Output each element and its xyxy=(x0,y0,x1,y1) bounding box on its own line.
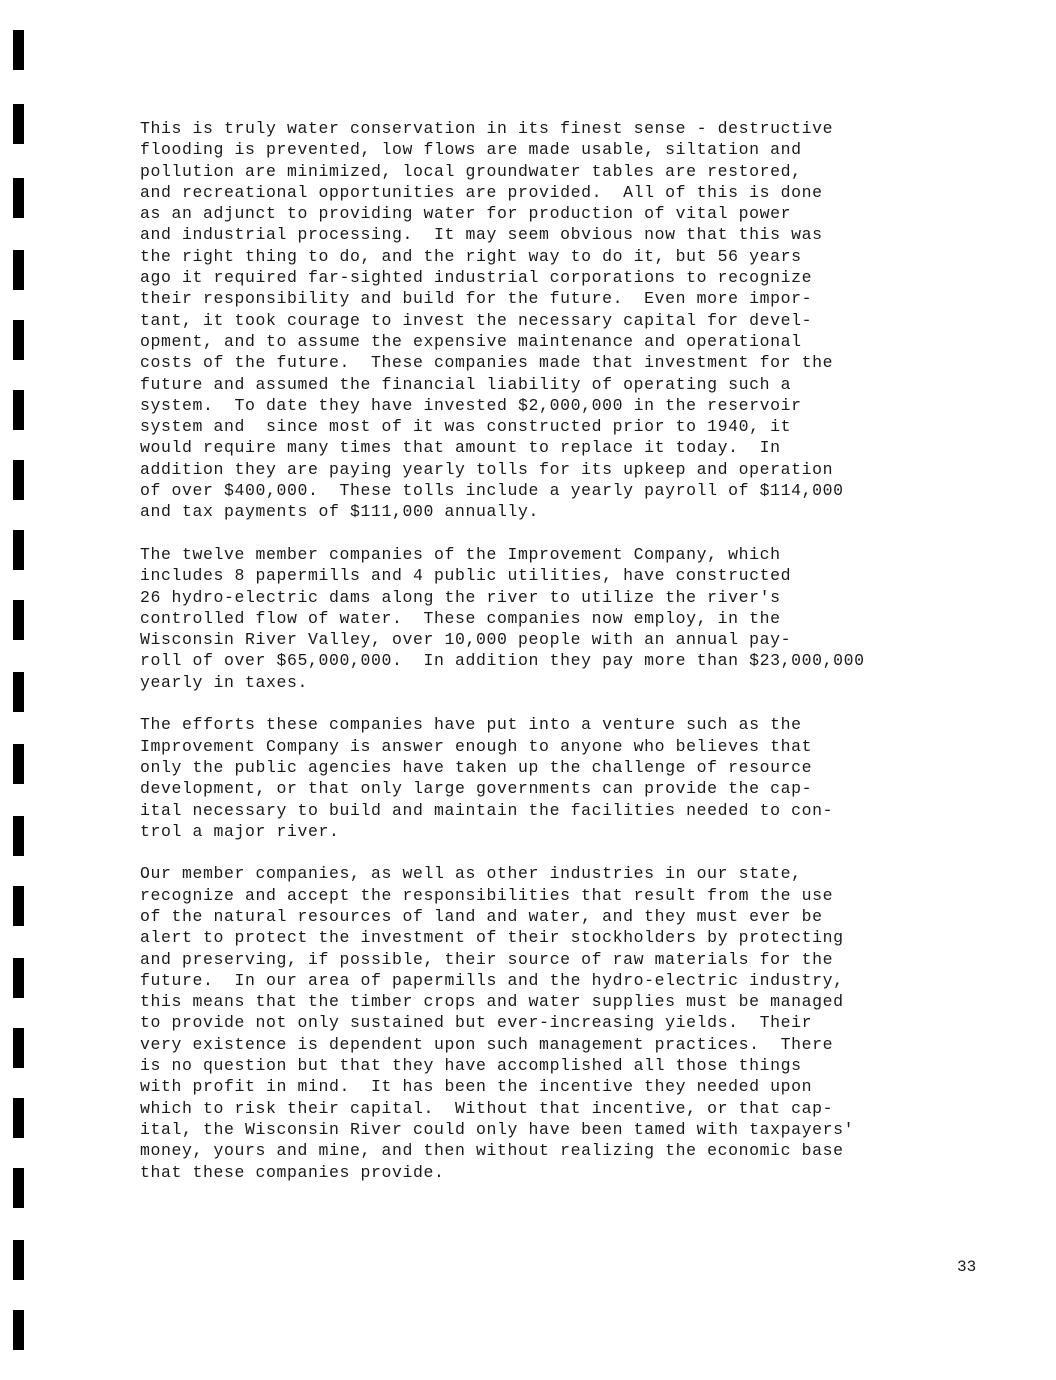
binding-hole xyxy=(13,320,24,360)
binding-hole xyxy=(13,816,24,856)
binding-hole xyxy=(13,1028,24,1068)
binding-hole xyxy=(13,30,24,70)
binding-hole xyxy=(13,672,24,712)
binding-hole xyxy=(13,1310,24,1350)
binding-hole xyxy=(13,600,24,640)
binding-hole xyxy=(13,744,24,784)
binding-hole xyxy=(13,390,24,430)
binding-hole xyxy=(13,104,24,144)
paragraph-company-efforts: The efforts these companies have put into a venture such as the Improvement Company is answer enough to anyone who believes that only the public agencies have taken up the challenge of resource development, or that only large governments can provide the cap- ital necessary to build and maintain the facilities needed to con- trol a major river. xyxy=(140,715,834,841)
paragraph-member-companies: The twelve member companies of the Improvement Company, which includes 8 papermills and 4 public utilities, have constructed 26 hydro-electric dams along the river to utilize the river's controlled flow of water. These companies now employ, in the Wisconsin River Valley, over 10,000 people with an annual pay- roll of over $65,000,000. In addition they pay more than $23,000,000 yearly in taxes. xyxy=(140,544,865,692)
binding-hole xyxy=(13,530,24,570)
comb-binding-holes xyxy=(0,0,40,1380)
binding-hole xyxy=(13,460,24,500)
binding-hole xyxy=(13,1098,24,1138)
paragraph-responsibilities: Our member companies, as well as other industries in our state, recognize and accept the responsibilities that result from the use of the natural resources of land and water, and they must ever be alert to protect the investment of their stockholders by protecting and preserving, if possible, their source of raw materials for the future. In our area of papermills and the hydro-electric industry, this means that the timber crops and water supplies must be managed to provide not only sustained but ever-increasing yields. Their very existence is dependent upon such management practices. There is no question but that they have accomplished all those things with profit in mind. It has been the incentive they needed upon which to risk their capital. Without that incentive, or that cap- ital, the Wisconsin River could only have been tamed with taxpayers' money, yours and mine, and then without realizing the economic base that these companies provide. xyxy=(140,864,855,1182)
page-body xyxy=(140,118,1000,1204)
binding-hole xyxy=(13,886,24,926)
binding-hole xyxy=(13,958,24,998)
binding-hole xyxy=(13,178,24,218)
paragraph-water-conservation: This is truly water conservation in its finest sense - destructive flooding is prevented, low flows are made usable, siltation and pollution are minimized, local groundwater tables are restored, and recreational opportunities are provided. All of this is done as an adjunct to providing water for production of vital power and industrial processing. It may seem obvious now that this was the right thing to do, and the right way to do it, but 56 years ago it required far-sighted industrial corporations to recognize their responsibility and build for the future. Even more impor- tant, it took courage to invest the necessary capital for devel- opment, and to assume the expensive maintenance and operational costs of the future. These companies made that investment for the future and assumed the financial liability of operating such a system. To date they have invested $2,000,000 in the reservoir system and since most of it was constructed prior to 1940, it would require many times that amount to replace it today. In addition they are paying yearly tolls for its upkeep and operation of over $400,000. These tolls include a yearly payroll of $114,000 and tax payments of $111,000 annually. xyxy=(140,119,844,522)
binding-hole xyxy=(13,1168,24,1208)
binding-hole xyxy=(13,1240,24,1280)
page-number: 33 xyxy=(957,1258,977,1276)
binding-hole xyxy=(13,250,24,290)
